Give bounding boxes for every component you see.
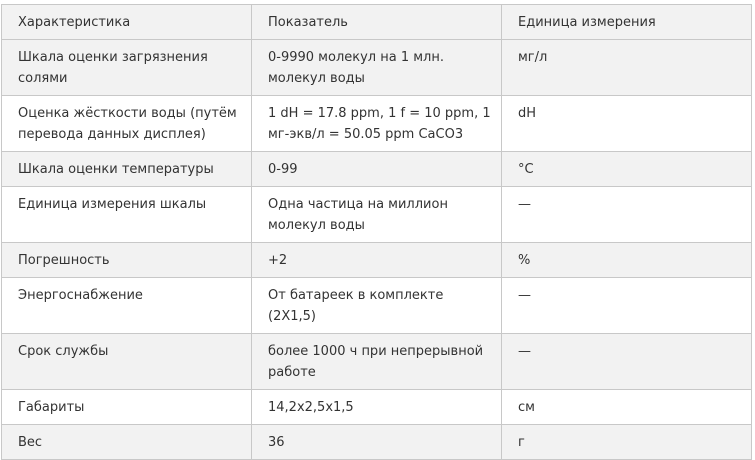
table-row	[2, 278, 752, 334]
cell-unit: г	[502, 425, 752, 460]
cell-characteristic: Шкала оценки температуры	[2, 152, 252, 187]
header-row	[2, 5, 752, 40]
header-value: Показатель	[252, 5, 502, 40]
cell-value: Одна частица на миллион молекул воды	[252, 187, 502, 243]
cell-unit: —	[502, 187, 752, 243]
cell-unit: —	[502, 334, 752, 390]
header-unit: Единица измерения	[502, 5, 752, 40]
cell-value: 14,2х2,5х1,5	[252, 390, 502, 425]
cell-characteristic: Погрешность	[2, 243, 252, 278]
spec-table	[1, 4, 752, 460]
cell-unit: °С	[502, 152, 752, 187]
table-row	[2, 243, 752, 278]
table-body	[2, 40, 752, 460]
table-row	[2, 187, 752, 243]
table-row	[2, 334, 752, 390]
cell-value: более 1000 ч при непрерывной работе	[252, 334, 502, 390]
table-row	[2, 152, 752, 187]
cell-unit: мг/л	[502, 40, 752, 96]
table-row	[2, 96, 752, 152]
cell-value: 0-99	[252, 152, 502, 187]
cell-value: 0-9990 молекул на 1 млн. молекул воды	[252, 40, 502, 96]
cell-unit: %	[502, 243, 752, 278]
table-row	[2, 425, 752, 460]
cell-value: От батареек в комплекте (2Х1,5)	[252, 278, 502, 334]
cell-unit: см	[502, 390, 752, 425]
header-characteristic: Характеристика	[2, 5, 252, 40]
cell-unit: dH	[502, 96, 752, 152]
table-header	[2, 5, 752, 40]
table-row	[2, 40, 752, 96]
cell-unit: —	[502, 278, 752, 334]
cell-characteristic: Энергоснабжение	[2, 278, 252, 334]
cell-characteristic: Единица измерения шкалы	[2, 187, 252, 243]
cell-characteristic: Вес	[2, 425, 252, 460]
cell-value: 36	[252, 425, 502, 460]
cell-characteristic: Срок службы	[2, 334, 252, 390]
cell-characteristic: Шкала оценки загрязнения солями	[2, 40, 252, 96]
table-row	[2, 390, 752, 425]
cell-value: +2	[252, 243, 502, 278]
cell-characteristic: Габариты	[2, 390, 252, 425]
cell-value: 1 dH = 17.8 ppm, 1 f = 10 ppm, 1 мг-экв/л = 50.05 ppm CaCO3	[252, 96, 502, 152]
cell-characteristic: Оценка жёсткости воды (путём перевода данных дисплея)	[2, 96, 252, 152]
